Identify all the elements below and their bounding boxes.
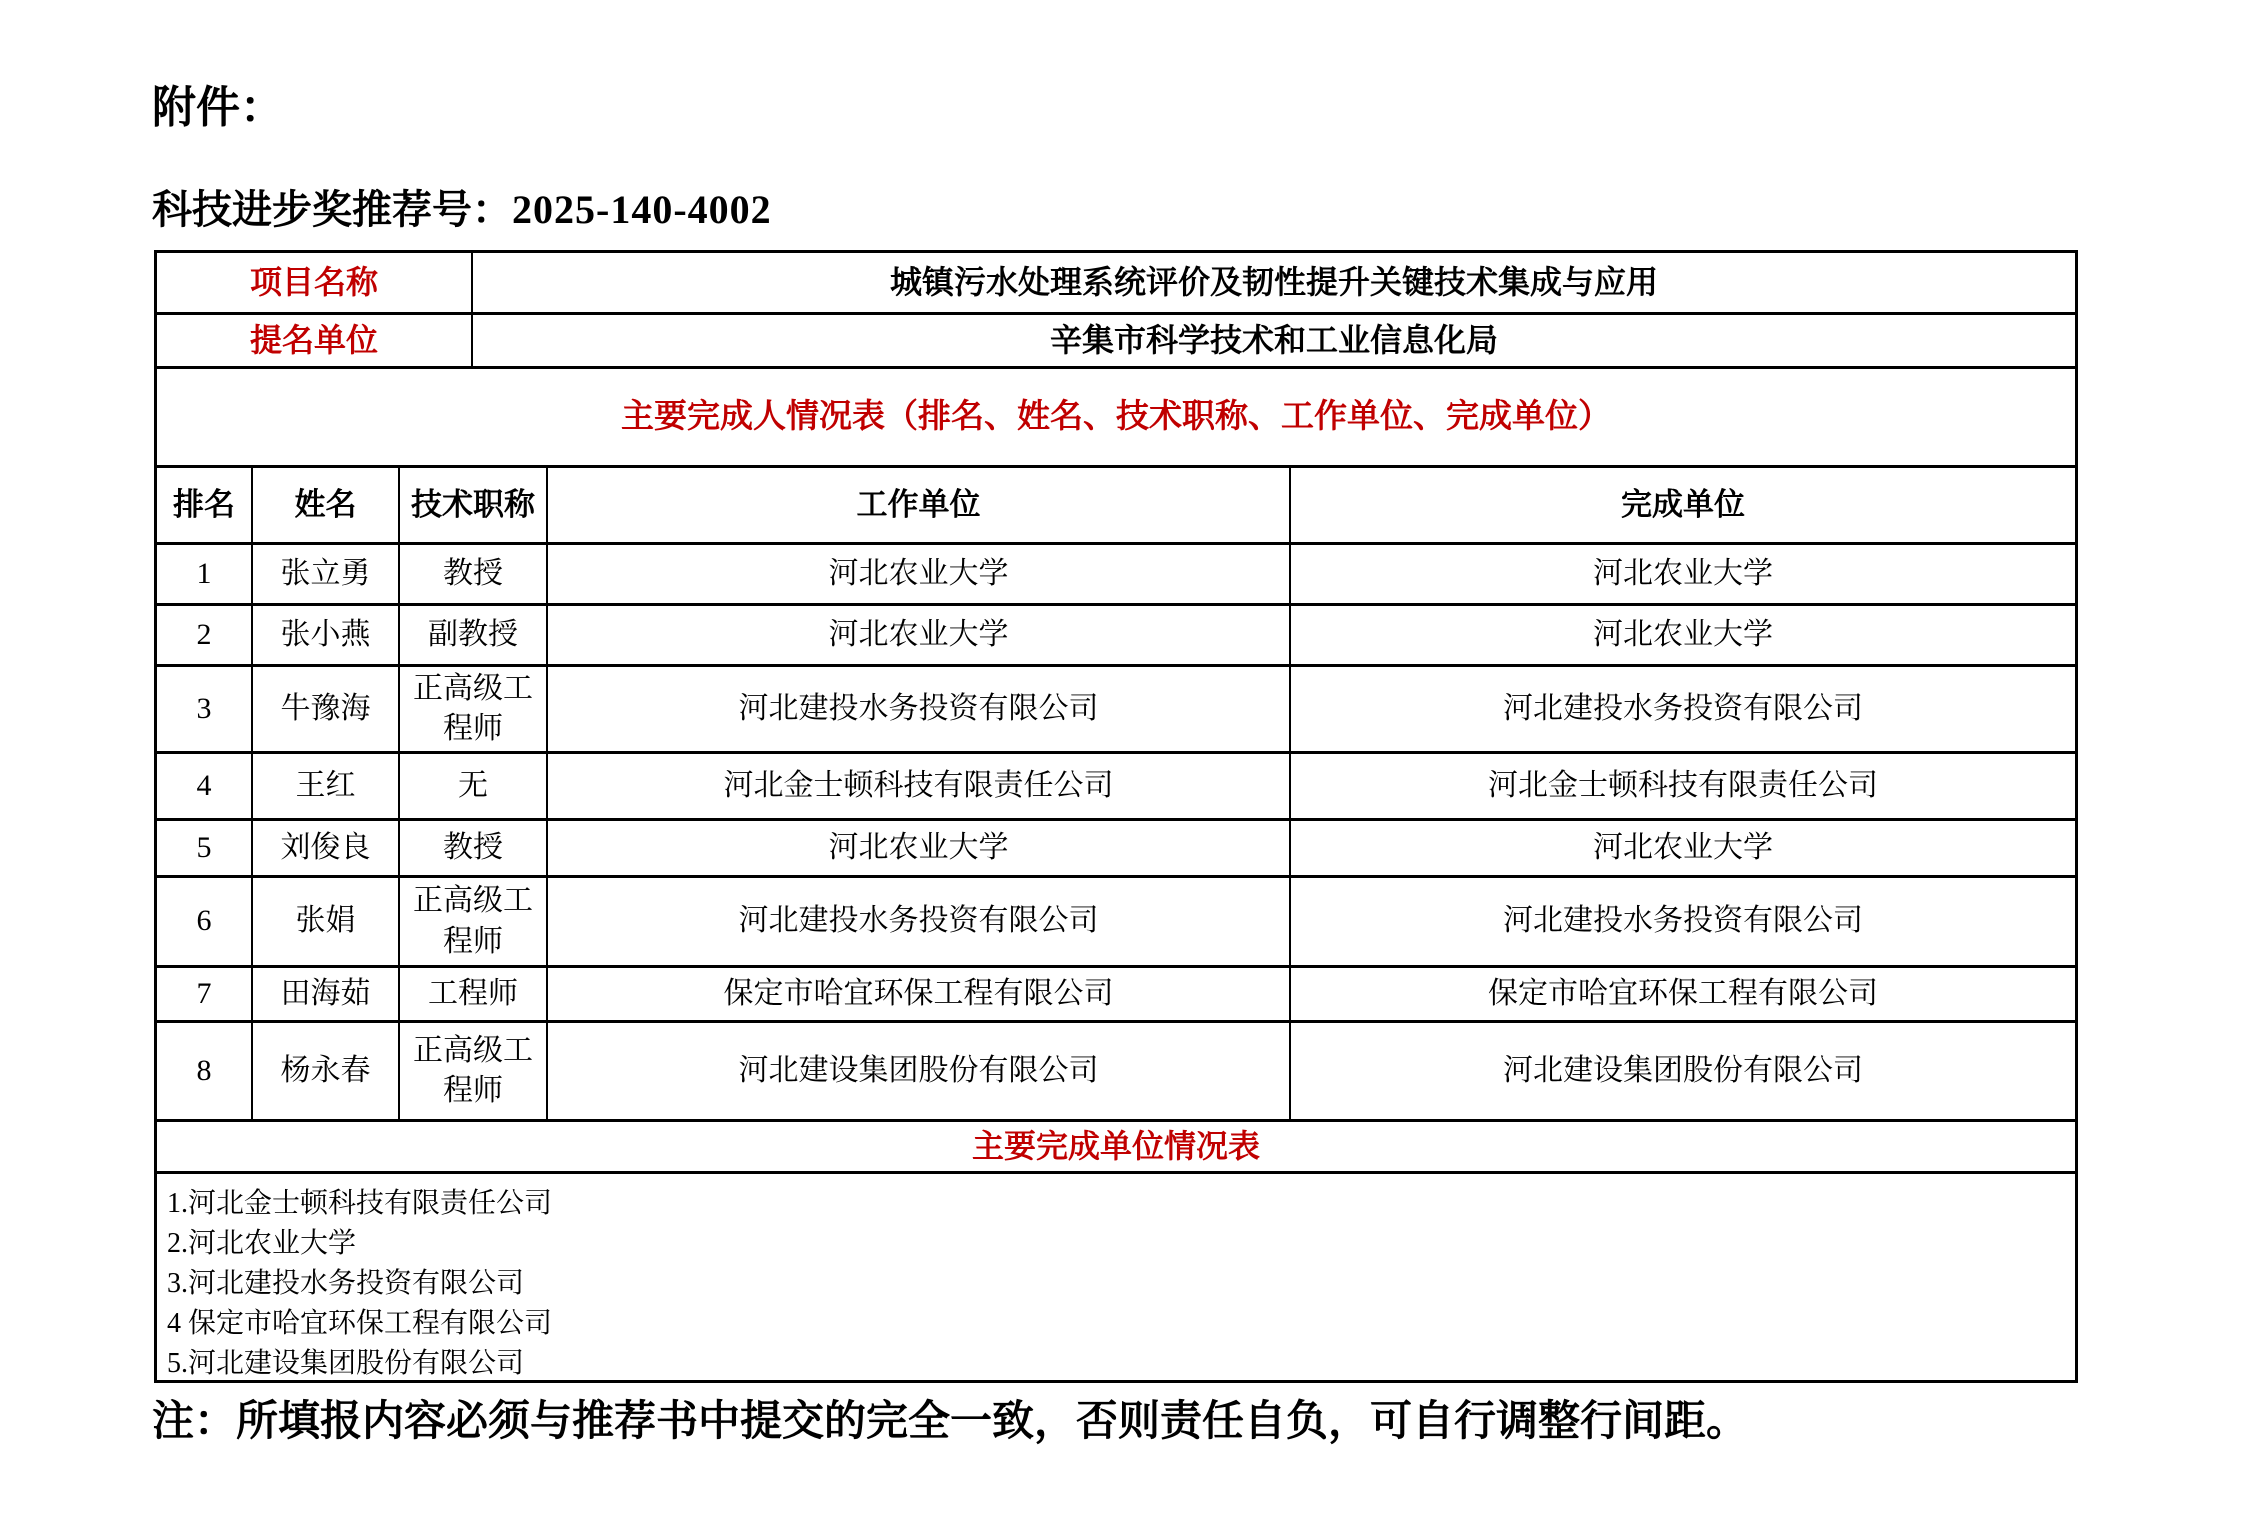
nominating-unit-label: 提名单位: [249, 321, 378, 358]
completion-unit-cell: 保定市哈宜环保工程有限公司: [1289, 968, 2075, 1020]
completer-row-3: [157, 664, 2075, 751]
completer-row-7: [157, 965, 2075, 1020]
name-cell: 张小燕: [251, 606, 398, 664]
work-unit-cell: 河北金士顿科技有限责任公司: [546, 754, 1289, 818]
title-cell: 正高级工程师: [398, 667, 546, 751]
nominating-unit-row: [157, 312, 2075, 366]
name-cell: 刘俊良: [251, 821, 398, 875]
header-name: 姓名: [251, 468, 398, 542]
work-unit-cell: 河北农业大学: [546, 545, 1289, 603]
title-cell: 教授: [398, 545, 546, 603]
recommendation-label: 科技进步奖推荐号：: [152, 187, 512, 232]
completer-row-5: [157, 818, 2075, 875]
completion-unit-cell: 河北建设集团股份有限公司: [1289, 1023, 2075, 1119]
rank-cell: 6: [196, 904, 212, 938]
rank-cell: 7: [196, 976, 212, 1010]
unit-item: 4 保定市哈宜环保工程有限公司: [167, 1308, 553, 1339]
work-unit-cell: 河北建投水务投资有限公司: [546, 878, 1289, 965]
header-title: 技术职称: [398, 468, 546, 542]
project-name-value: 城镇污水处理系统评价及韧性提升关键技术集成与应用: [471, 253, 2075, 312]
completer-row-1: [157, 542, 2075, 603]
completion-unit-cell: 河北农业大学: [1289, 545, 2075, 603]
work-unit-cell: 河北建设集团股份有限公司: [546, 1023, 1289, 1119]
title-cell: 工程师: [398, 968, 546, 1020]
footnote: 注：所填报内容必须与推荐书中提交的完全一致，否则责任自负，可自行调整行间距。: [152, 1399, 1749, 1445]
title-cell: 副教授: [398, 606, 546, 664]
title-cell: 无: [398, 754, 546, 818]
completers-section-title-row: [157, 366, 2075, 465]
completer-row-8: [157, 1020, 2075, 1119]
title-cell: 教授: [398, 821, 546, 875]
recommendation-number-line: [152, 188, 772, 232]
completion-unit-cell: 河北建投水务投资有限公司: [1289, 878, 2075, 965]
header-rank: 排名: [173, 487, 235, 523]
name-cell: 杨永春: [251, 1023, 398, 1119]
unit-item: 1.河北金士顿科技有限责任公司: [167, 1188, 553, 1219]
project-name-label: 项目名称: [249, 263, 378, 300]
completer-row-2: [157, 603, 2075, 664]
rank-cell: 1: [196, 556, 212, 590]
name-cell: 王红: [251, 754, 398, 818]
unit-item: 2.河北农业大学: [167, 1228, 357, 1259]
recommendation-number: 2025-140-4002: [512, 187, 772, 232]
completion-unit-cell: 河北金士顿科技有限责任公司: [1289, 754, 2075, 818]
units-section-title: 主要完成单位情况表: [971, 1127, 1260, 1164]
completer-row-4: [157, 751, 2075, 818]
completers-section-title: 主要完成人情况表（排名、姓名、技术职称、工作单位、完成单位）: [621, 398, 1611, 435]
header-work-unit: 工作单位: [546, 468, 1289, 542]
work-unit-cell: 保定市哈宜环保工程有限公司: [546, 968, 1289, 1020]
rank-cell: 4: [196, 768, 212, 802]
rank-cell: 2: [196, 617, 212, 651]
header-completion-unit: 完成单位: [1289, 468, 2075, 542]
completion-unit-cell: 河北农业大学: [1289, 821, 2075, 875]
work-unit-cell: 河北建投水务投资有限公司: [546, 667, 1289, 751]
attachment-heading: 附件：: [152, 83, 284, 132]
title-cell: 正高级工程师: [398, 878, 546, 965]
unit-item: 3.河北建投水务投资有限公司: [167, 1268, 525, 1299]
name-cell: 张娟: [251, 878, 398, 965]
completion-unit-cell: 河北建投水务投资有限公司: [1289, 667, 2075, 751]
award-form-table: [154, 250, 2078, 1383]
completers-header-row: [157, 465, 2075, 542]
nominating-unit-value: 辛集市科学技术和工业信息化局: [471, 315, 2075, 366]
work-unit-cell: 河北农业大学: [546, 606, 1289, 664]
rank-cell: 3: [196, 691, 212, 725]
name-cell: 牛豫海: [251, 667, 398, 751]
completer-row-6: [157, 875, 2075, 965]
unit-item: 5.河北建设集团股份有限公司: [167, 1348, 525, 1379]
units-list: [157, 1174, 2075, 1380]
work-unit-cell: 河北农业大学: [546, 821, 1289, 875]
units-list-row: [157, 1171, 2075, 1380]
project-name-row: [157, 253, 2075, 312]
completion-unit-cell: 河北农业大学: [1289, 606, 2075, 664]
name-cell: 田海茹: [251, 968, 398, 1020]
title-cell: 正高级工程师: [398, 1023, 546, 1119]
rank-cell: 5: [196, 830, 212, 864]
name-cell: 张立勇: [251, 545, 398, 603]
units-section-title-row: [157, 1119, 2075, 1171]
rank-cell: 8: [196, 1053, 212, 1087]
